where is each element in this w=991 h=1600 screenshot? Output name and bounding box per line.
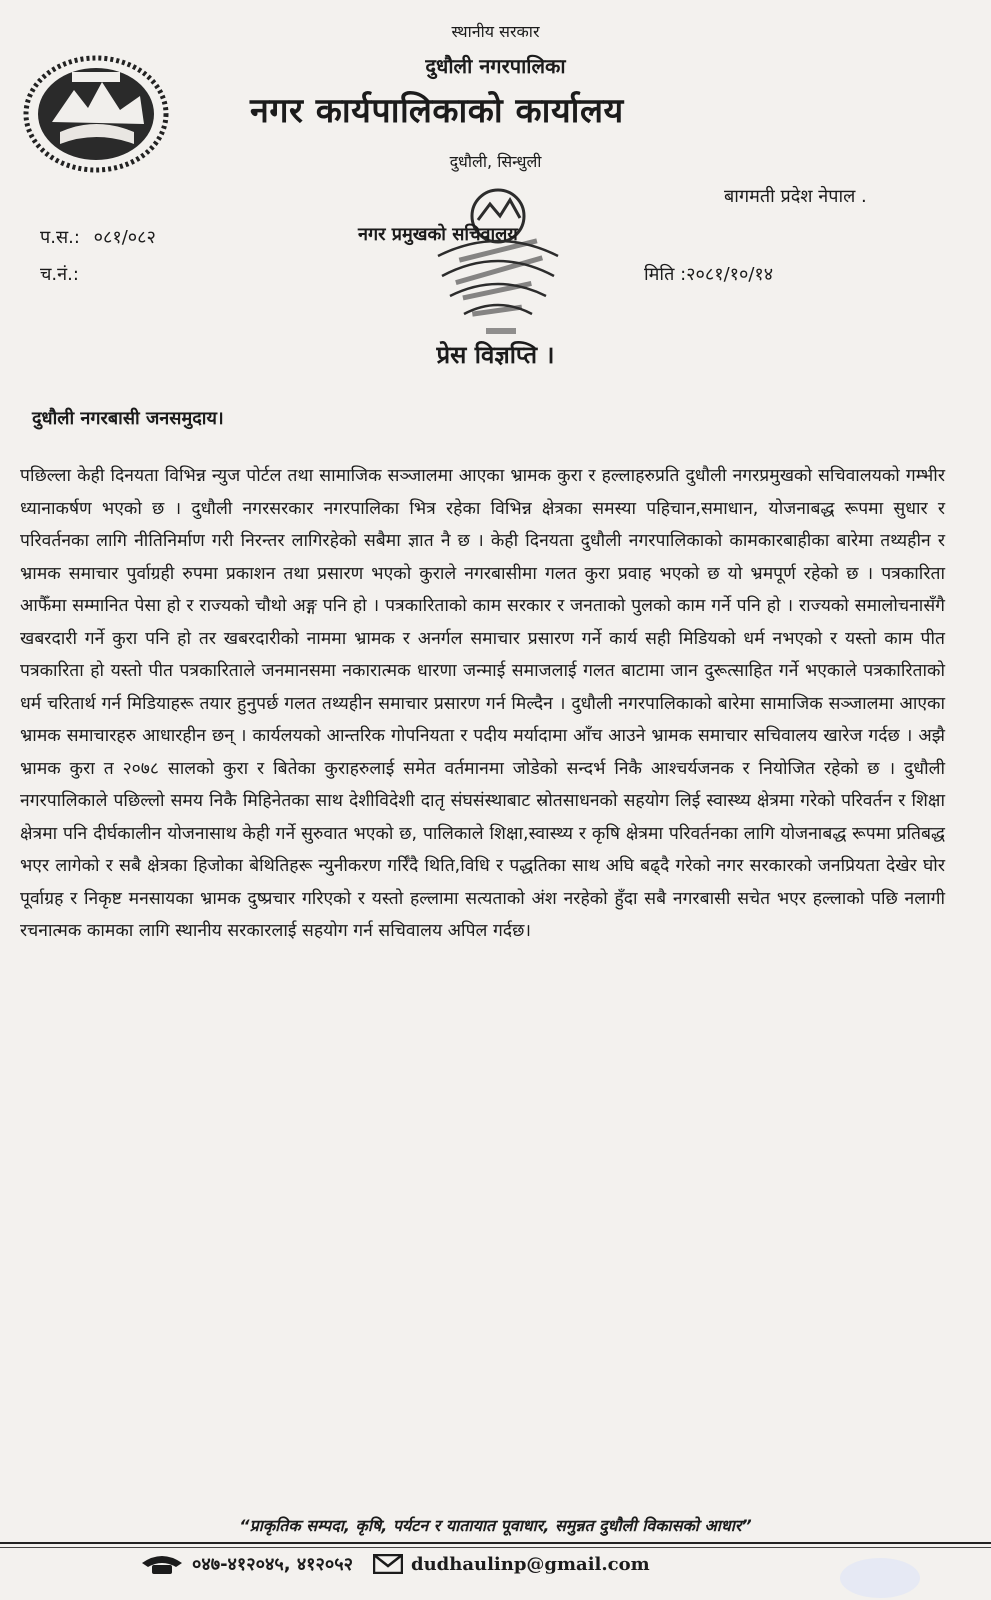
municipality-name: दुधौली नगरपालिका	[425, 54, 566, 78]
reference-number	[40, 225, 156, 249]
dispatch-number-label: च.नं.:	[40, 264, 79, 285]
government-level-label: स्थानीय सरकार	[451, 22, 540, 41]
footer-rule	[0, 1542, 991, 1544]
footer-contact	[140, 1552, 650, 1576]
office-location: दुधौली, सिन्धुली	[449, 152, 542, 171]
corner-smudge	[840, 1558, 920, 1598]
salutation: दुधौली नगरबासी जनसमुदाय।	[32, 408, 224, 429]
office-title: नगर कार्यपालिकाको कार्यालय	[250, 91, 624, 131]
secretariat-label: नगर प्रमुखको सचिवालय	[358, 224, 518, 245]
date-value: २०८१/१०/१४	[686, 264, 774, 285]
ps-label: प.स.:	[40, 227, 80, 248]
footer-rule-thin	[0, 1547, 991, 1548]
email-address[interactable]: dudhaulinp@gmail.com	[410, 1553, 650, 1575]
ps-value: ०८१/०८२	[93, 227, 156, 248]
phone-numbers: ०४७-४१२०४५, ४१२०५२	[192, 1554, 353, 1575]
footer-slogan: “प्राकृतिक सम्पदा, कृषि, पर्यटन र यातायात पूवाधार, समुन्नत दुधौली विकासको आधार”	[239, 1516, 752, 1535]
press-release-title: प्रेस विज्ञप्ति ।	[436, 341, 555, 369]
phone-icon	[140, 1553, 184, 1575]
mail-icon	[373, 1554, 403, 1574]
province-label: बागमती प्रदेश नेपाल .	[724, 186, 867, 207]
body-paragraph: पछिल्ला केही दिनयता विभिन्न न्युज पोर्टल तथा सामाजिक सञ्जालमा आएका भ्रामक कुरा र हल्लाहरुप्रति दुधौली नगरप्रमुखको सचिवालयको गम्भीर ध्यानाकर्षण भएको छ । दुधौली नगरसरकार नगरपालिका भित्र रहेका विभिन्न क्षेत्रका समस्या पहिचान,समाधान, योजनाबद्ध रूपमा सुधार र परिवर्तनका लागि नीतिनिर्माण गरी निरन्तर लागिरहेको सबैमा ज्ञात नै छ । केही दिनयता दुधौली नगरपालिकाको कामकारबाहीका बारेमा तथ्यहीन र भ्रामक समाचार पुर्वाग्रही रुपमा प्रकाशन तथा प्रसारण भएको कुराले नगरबासीमा गलत कुरा प्रवाह भएको छ यो भ्रमपूर्ण रहेको छ । पत्रकारिता आफैँमा सम्मानित पेसा हो र राज्यको चौथो अङ्ग पनि हो । पत्रकारिताको काम सरकार र जनताको पुलको काम गर्ने पनि हो । राज्यको समालोचनासँगै खबरदारी गर्ने कुरा पनि हो तर खबरदारीको नाममा भ्रामक र अनर्गल समाचार प्रसारण गर्ने कार्य सही मिडियको धर्म नभएको र यस्तो काम पीत पत्रकारिता हो यस्तो पीत पत्रकारिताले जनमानसमा नकारात्मक धारणा जन्माई समाजलाई गलत बाटामा जान दुरूत्साहित गर्ने भएकाले पत्रकारिताको धर्म चरितार्थ गर्न मिडियाहरू तयार हुनुपर्छ गलत तथ्यहीन समाचार प्रसारण गर्न मिल्दैन । दुधौली नगरपालिकाको बारेमा सामाजिक सञ्जालमा आएका भ्रामक समाचारहरु आधारहीन छन् । कार्यलयको आन्तरिक गोपनियता र पदीय मर्यादामा आँच आउने भ्रामक समाचार सचिवालय खारेज गर्दछ । अझै भ्रामक कुरा त २०७८ सालको कुरा र बितेका कुराहरुलाई समेत वर्तमानमा जोडेको सन्दर्भ निकै आश्चर्यजनक र नियोजित रहेको छ । दुधौली नगरपालिकाले पछिल्लो समय निकै मिहिनेतका साथ देशीविदेशी दातृ संघसंस्थाबाट स्रोतसाधनको सहयोग लिई स्वास्थ्य क्षेत्रमा गरेको परिवर्तन र शिक्षा क्षेत्रमा पनि दीर्घकालीन योजनासाथ केही गर्ने सुरुवात भएको छ, पालिकाले शिक्षा,स्वास्थ्य र कृषि क्षेत्रमा परिवर्तनका लागि योजनाबद्ध रूपमा प्रतिबद्ध भएर लागेको र सबै क्षेत्रका हिजोका बेथितिहरू न्युनीकरण गर्रिँदै थिति,विधि र पद्धतिका साथ अघि बढ्दै गरेको नगर सरकारको जनप्रियता देखेर घोर पूर्वाग्रह र निकृष्ट मनसायका भ्रामक दुष्प्रचार गरिएको र यस्तो हल्लामा सत्यताको अंश नरहेको हुँदा सबै नगरबासी सचेत भएर हल्लाको पछि नलागी रचनात्मक कामका लागि स्थानीय सरकारलाई सहयोग गर्न सचिवालय अपिल गर्दछ।	[20, 466, 945, 941]
date-label: मिति :	[644, 264, 687, 285]
office-seal-stamp	[428, 186, 578, 346]
date-line	[644, 262, 773, 286]
